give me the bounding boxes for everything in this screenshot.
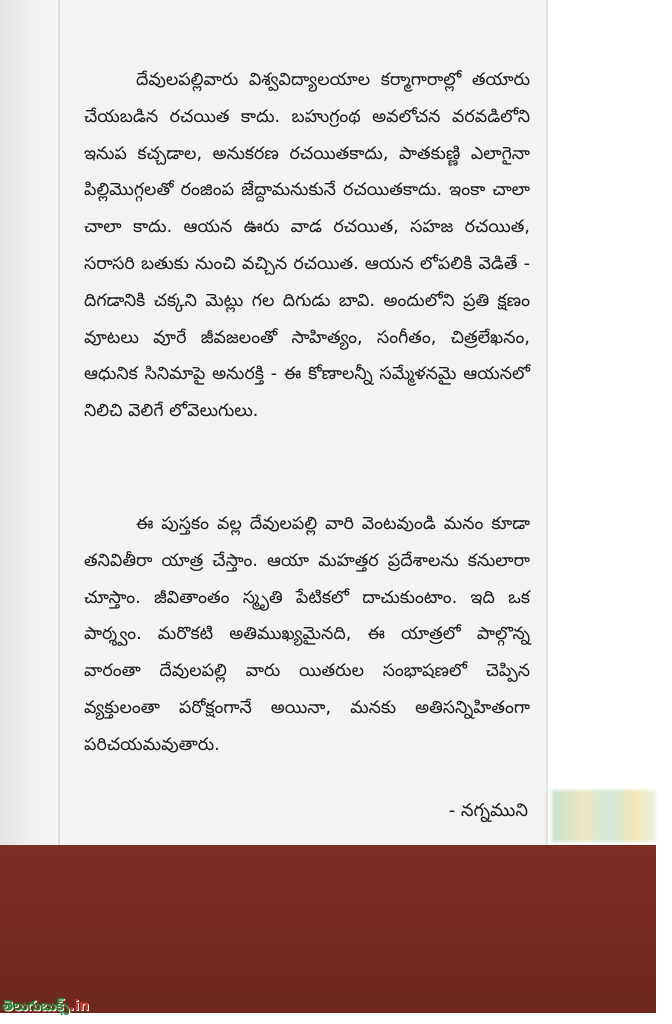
cover-brown-band [0, 845, 656, 1013]
paragraph-1 [84, 62, 530, 430]
watermark-name: తెలుగుబుక్స్ [2, 998, 70, 1014]
paragraph-2-text: ఈ పుస్తకం వల్ల దేవులపల్లి వారి వెంటవుండి మనం కూడా తనివితీరా యాత్ర చేస్తాం. ఆయా మహత్తర ప్రదేశాలను కనులారా చూస్తాం. జీవితాంతం స్మృతి పేటికలో దాచుకుంటాం. ఇది ఒక పార్శ్వం. మరొకటి అతిముఖ్యమైనది, ఈ యాత్రలో పాల్గొన్న వారంతా దేవులపల్లి వారు యితరుల సంభాషణలో చెప్పిన వ్యక్తులంతా పరోక్షంగానే అయినా, మనకు అతిసన్నిహితంగా పరిచయమవుతారు. [84, 514, 530, 755]
author-signature: - నగ్నముని [448, 800, 528, 821]
paragraph-2 [84, 506, 530, 764]
faded-cover-art [552, 790, 656, 842]
left-page-edge [0, 0, 58, 845]
paragraph-1-text: దేవులపల్లివారు విశ్వవిద్యాలయాల కర్మాగారాల్లో తయారు చేయబడిన రచయిత కాదు. బహుగ్రంథ అవలోచన వరవడిలోని ఇనుప కచ్చడాల, అనుకరణ రచయితకాదు, పాతకుణ్ణి ఎలాగైనా పిల్లిమొగ్గలతో రంజింప జేద్దామనుకునే రచయితకాదు. ఇంకా చాలా చాలా కాదు. ఆయన ఊరు వాడ రచయిత, సహజ రచయిత, సరాసరి బతుకు నుంచి వచ్చిన రచయిత. ఆయన లోపలికి వెడితే - దిగడానికి చక్కని మెట్లు గల దిగుడు బావి. అందులోని ప్రతి క్షణం వూటలు వూరే జీవజలంతో సాహిత్యం, సంగీతం, చిత్రలేఖనం, ఆధునిక సినిమాపై అనురక్తి - ఈ కోణాలన్నీ సమ్మేళనమై ఆయనలో నిలిచి వెలిగే లోవెలుగులు. [84, 70, 530, 422]
site-watermark [2, 998, 89, 1017]
right-margin [548, 0, 672, 845]
watermark-tld: .in [69, 998, 90, 1014]
